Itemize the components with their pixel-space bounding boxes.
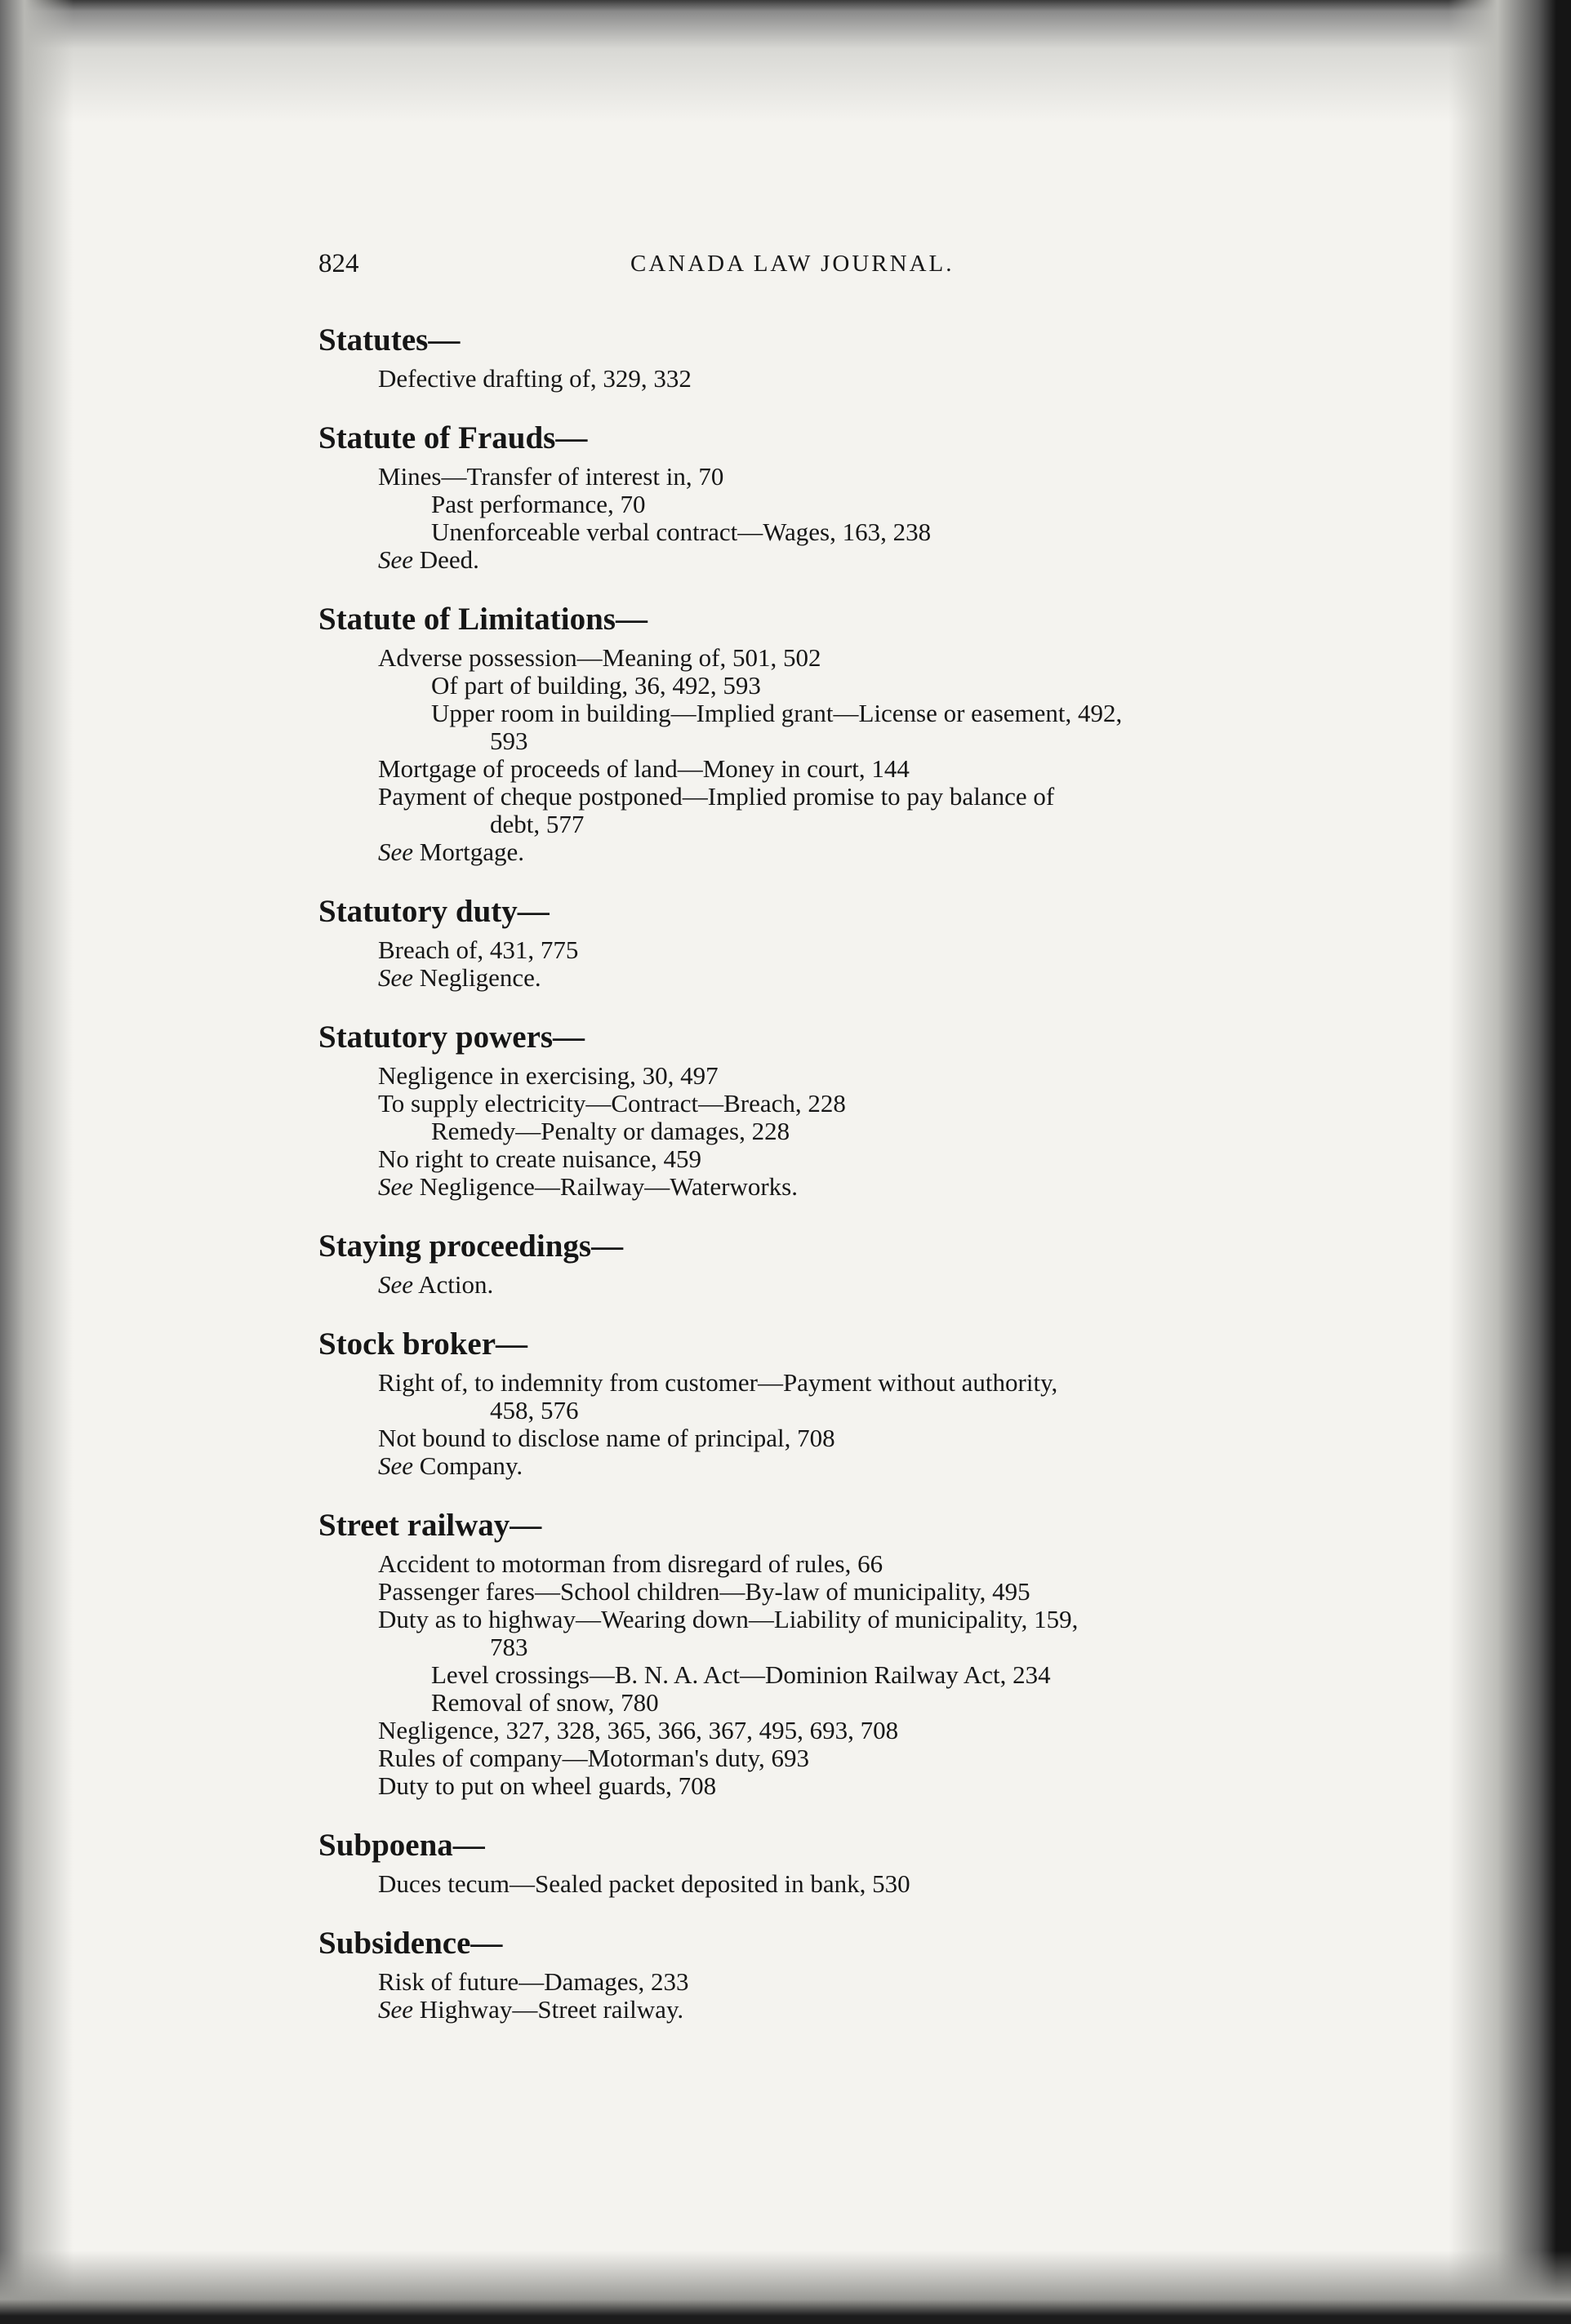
entry-heading: Subsidence— bbox=[318, 1926, 503, 1961]
entry-line bbox=[318, 1550, 1298, 1578]
entry-heading: Statute of Frauds— bbox=[318, 420, 588, 455]
see-label: See bbox=[378, 545, 414, 574]
see-label: See bbox=[378, 1172, 414, 1201]
page-number: 824 bbox=[318, 249, 359, 278]
entry-line bbox=[318, 1968, 1298, 1996]
index-entry bbox=[318, 1924, 1298, 2024]
line-text: Accident to motorman from disregard of rules, 66 bbox=[378, 1549, 883, 1578]
entry-heading: Subpoena— bbox=[318, 1828, 485, 1863]
entry-heading: Statute of Limitations— bbox=[318, 602, 648, 637]
journal-title: CANADA LAW JOURNAL. bbox=[630, 251, 955, 277]
entry-line bbox=[318, 1744, 1298, 1772]
line-text: Defective drafting of, 329, 332 bbox=[378, 364, 692, 393]
line-text: Remedy—Penalty or damages, 228 bbox=[431, 1117, 790, 1145]
cross-reference bbox=[318, 1173, 1298, 1201]
line-text: 783 bbox=[490, 1633, 528, 1661]
index-page bbox=[318, 249, 1298, 2024]
entry-line bbox=[318, 1369, 1298, 1397]
line-text: Duces tecum—Sealed packet deposited in bank, 530 bbox=[378, 1869, 910, 1898]
see-label: See bbox=[378, 1451, 414, 1480]
entry-heading: Statutes— bbox=[318, 322, 461, 358]
line-text: To supply electricity—Contract—Breach, 228 bbox=[378, 1089, 846, 1118]
see-label: See bbox=[378, 1995, 414, 2024]
see-label: See bbox=[378, 963, 414, 992]
line-text: Company. bbox=[419, 1451, 523, 1480]
index-entry bbox=[318, 1826, 1298, 1898]
entry-heading: Street railway— bbox=[318, 1508, 542, 1543]
entry-heading: Statutory powers— bbox=[318, 1020, 585, 1055]
cross-reference bbox=[318, 964, 1298, 992]
scan-border-bottom bbox=[0, 2251, 1571, 2324]
entry-line bbox=[318, 936, 1298, 964]
line-text: Not bound to disclose name of principal, 708 bbox=[378, 1424, 835, 1452]
line-text: Payment of cheque postponed—Implied promise to pay balance of bbox=[378, 782, 1055, 811]
line-text: Risk of future—Damages, 233 bbox=[378, 1967, 689, 1996]
line-text: Deed. bbox=[419, 545, 479, 574]
entry-line bbox=[318, 518, 1298, 546]
cross-reference bbox=[318, 838, 1298, 866]
line-text: No right to create nuisance, 459 bbox=[378, 1144, 701, 1173]
line-text: Unenforceable verbal contract—Wages, 163, 238 bbox=[431, 518, 932, 546]
entry-line bbox=[318, 1870, 1298, 1898]
running-head bbox=[318, 249, 1298, 298]
entry-line bbox=[318, 1062, 1298, 1090]
entry-line bbox=[318, 1145, 1298, 1173]
index-entry bbox=[318, 1325, 1298, 1480]
line-text: Mortgage of proceeds of land—Money in court, 144 bbox=[378, 754, 910, 783]
line-text: Mines—Transfer of interest in, 70 bbox=[378, 462, 724, 491]
line-text: Level crossings—B. N. A. Act—Dominion Railway Act, 234 bbox=[431, 1660, 1051, 1689]
cross-reference bbox=[318, 1452, 1298, 1480]
line-text: Mortgage. bbox=[419, 838, 525, 866]
line-text: Breach of, 431, 775 bbox=[378, 935, 579, 964]
line-text: 593 bbox=[490, 727, 528, 755]
index-entry bbox=[318, 419, 1298, 574]
entry-line bbox=[318, 1772, 1298, 1800]
entry-line bbox=[318, 644, 1298, 672]
index-entry bbox=[318, 892, 1298, 992]
entry-line bbox=[318, 1717, 1298, 1744]
line-text: Negligence—Railway—Waterworks. bbox=[419, 1172, 798, 1201]
entry-line bbox=[318, 783, 1298, 811]
line-text: Highway—Street railway. bbox=[419, 1995, 684, 2024]
index-entry bbox=[318, 1227, 1298, 1299]
line-text: Duty to put on wheel guards, 708 bbox=[378, 1771, 717, 1800]
line-text: Duty as to highway—Wearing down—Liability of municipality, 159, bbox=[378, 1605, 1079, 1633]
entry-line bbox=[318, 672, 1298, 700]
cross-reference bbox=[318, 546, 1298, 574]
line-text: 458, 576 bbox=[490, 1396, 579, 1424]
line-text: Upper room in building—Implied grant—License or easement, 492, bbox=[431, 699, 1123, 727]
entry-line bbox=[318, 1578, 1298, 1606]
entry-heading: Staying proceedings— bbox=[318, 1229, 624, 1264]
index-entry bbox=[318, 1506, 1298, 1800]
line-text: Adverse possession—Meaning of, 501, 502 bbox=[378, 643, 821, 672]
entry-line bbox=[318, 1606, 1298, 1633]
entry-line bbox=[318, 1397, 1298, 1424]
entry-line bbox=[318, 491, 1298, 518]
line-text: Removal of snow, 780 bbox=[431, 1688, 659, 1717]
entry-line bbox=[318, 1090, 1298, 1118]
line-text: Negligence in exercising, 30, 497 bbox=[378, 1061, 719, 1090]
line-text: Action. bbox=[418, 1270, 494, 1299]
scan-border-right bbox=[1449, 0, 1571, 2324]
index-entry bbox=[318, 1018, 1298, 1201]
entry-line bbox=[318, 365, 1298, 393]
scan-border-left bbox=[0, 0, 73, 2324]
entry-heading: Stock broker— bbox=[318, 1326, 528, 1362]
entry-line bbox=[318, 811, 1298, 838]
entry-line bbox=[318, 1661, 1298, 1689]
line-text: Passenger fares—School children—By-law of municipality, 495 bbox=[378, 1577, 1030, 1606]
line-text: Of part of building, 36, 492, 593 bbox=[431, 671, 761, 700]
index-entry bbox=[318, 321, 1298, 393]
index-entries bbox=[318, 321, 1298, 2024]
cross-reference bbox=[318, 1271, 1298, 1299]
entry-line bbox=[318, 1424, 1298, 1452]
line-text: Right of, to indemnity from customer—Payment without authority, bbox=[378, 1368, 1058, 1397]
entry-line bbox=[318, 1633, 1298, 1661]
line-text: Rules of company—Motorman's duty, 693 bbox=[378, 1744, 809, 1772]
cross-reference bbox=[318, 1996, 1298, 2024]
entry-line bbox=[318, 1118, 1298, 1145]
line-text: Past performance, 70 bbox=[431, 490, 646, 518]
entry-line bbox=[318, 1689, 1298, 1717]
see-label: See bbox=[378, 838, 414, 866]
line-text: Negligence, 327, 328, 365, 366, 367, 495, 693, 708 bbox=[378, 1716, 899, 1744]
index-entry bbox=[318, 600, 1298, 866]
entry-line bbox=[318, 727, 1298, 755]
see-label: See bbox=[378, 1270, 414, 1299]
entry-heading: Statutory duty— bbox=[318, 894, 550, 929]
line-text: debt, 577 bbox=[490, 810, 585, 838]
entry-line bbox=[318, 755, 1298, 783]
scan-border-top bbox=[0, 0, 1571, 122]
line-text: Negligence. bbox=[419, 963, 541, 992]
entry-line bbox=[318, 700, 1298, 727]
entry-line bbox=[318, 463, 1298, 491]
